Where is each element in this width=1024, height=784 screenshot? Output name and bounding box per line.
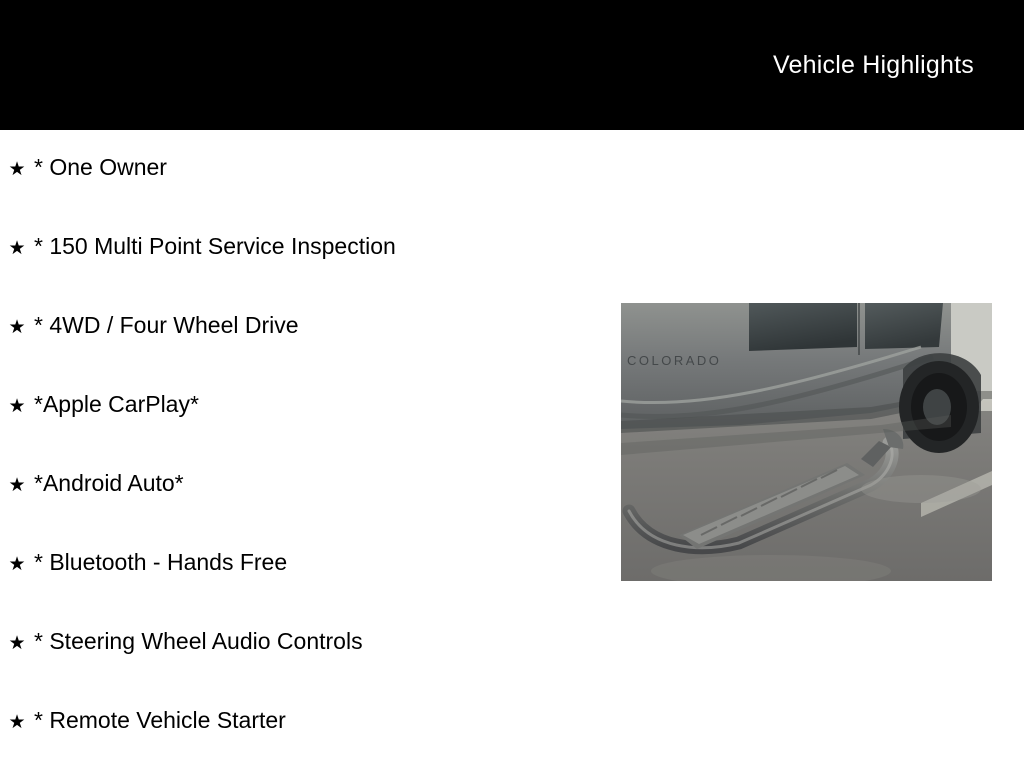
star-icon: ★ (8, 554, 26, 575)
star-icon: ★ (8, 475, 26, 496)
highlight-label: * Steering Wheel Audio Controls (34, 628, 363, 654)
star-icon: ★ (8, 159, 26, 180)
list-item (0, 231, 620, 310)
list-item (0, 310, 620, 389)
star-icon: ★ (8, 317, 26, 338)
highlight-label: * One Owner (34, 154, 167, 180)
list-item (0, 626, 620, 705)
list-item (0, 547, 620, 626)
star-icon: ★ (8, 396, 26, 417)
vehicle-photo (621, 303, 992, 581)
star-icon: ★ (8, 238, 26, 259)
list-item (0, 389, 620, 468)
svg-text:COLORADO: COLORADO (627, 353, 722, 368)
list-item (0, 468, 620, 547)
highlight-label: * 150 Multi Point Service Inspection (34, 233, 396, 259)
highlight-label: *Apple CarPlay* (34, 391, 199, 417)
highlight-label: * 4WD / Four Wheel Drive (34, 312, 299, 338)
vehicle-highlights-list (0, 130, 620, 784)
highlight-label: *Android Auto* (34, 470, 184, 496)
star-icon: ★ (8, 712, 26, 733)
star-icon: ★ (8, 633, 26, 654)
list-item (0, 705, 620, 784)
page-title: Vehicle Highlights (773, 51, 974, 79)
page-header (0, 0, 1024, 130)
highlight-label: * Remote Vehicle Starter (34, 707, 286, 733)
highlight-label: * Bluetooth - Hands Free (34, 549, 288, 575)
list-item (0, 152, 620, 231)
